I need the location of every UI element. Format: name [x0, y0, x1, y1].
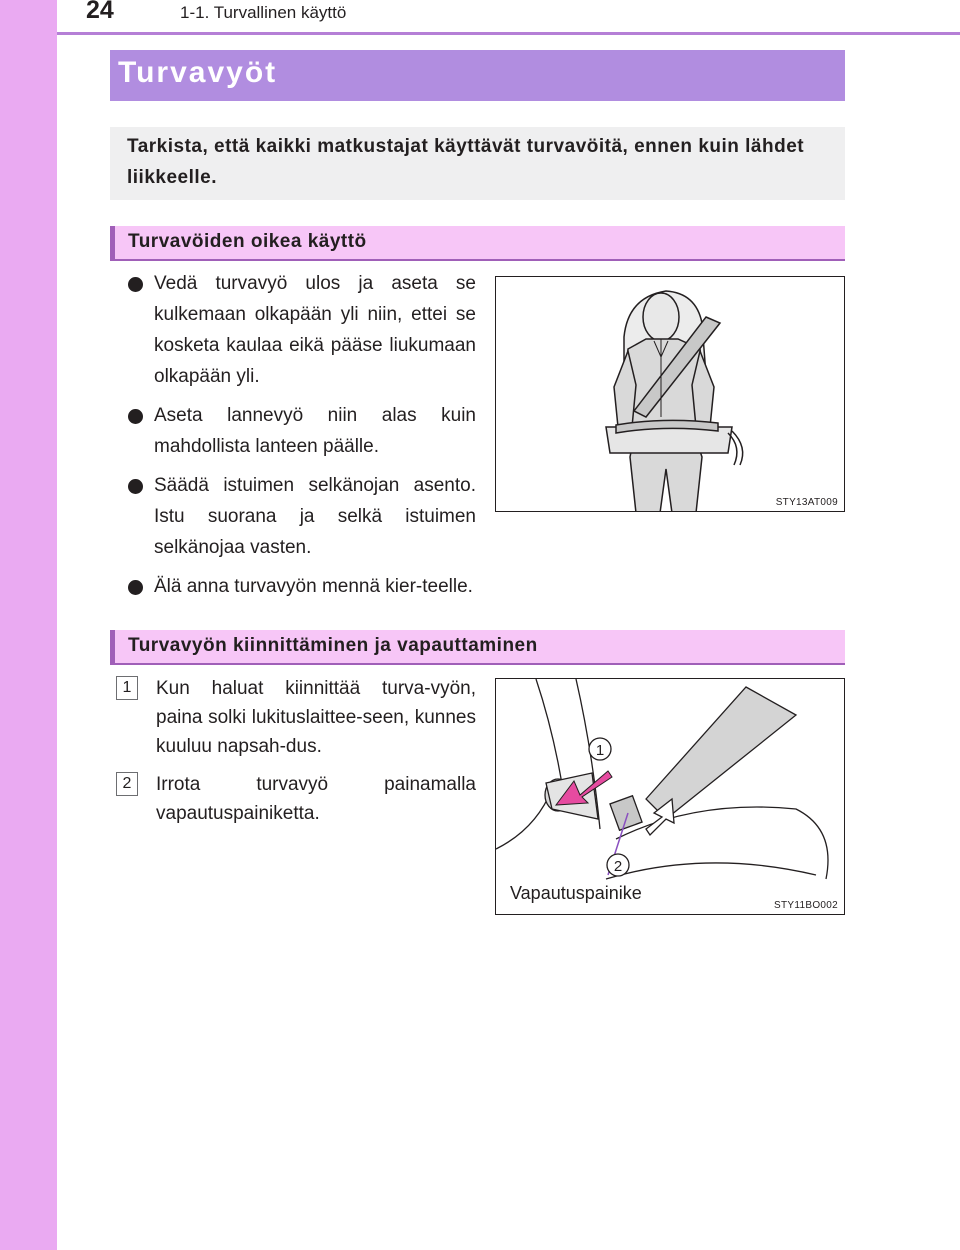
step-text: Kun haluat kiinnittää turva-vyön, paina solki lukituslaittee-seen, kunnes kuuluu napsah-dus. [156, 678, 476, 757]
list-item-text: Vedä turvavyö ulos ja aseta se kulkemaan olkapään yli niin, ettei se kosketa kaulaa eikä pääse liukumaan olkapään yli. [154, 273, 476, 387]
callout-2: 2 [613, 858, 623, 875]
seated-person-illustration [495, 276, 845, 512]
section-heading-text: Turvavyön kiinnittäminen ja vapauttaminen [128, 635, 538, 656]
figure-label: Vapautuspainike [510, 883, 642, 903]
buckle-drawing [496, 679, 845, 915]
section-heading-correct-use [110, 226, 845, 261]
list-item [126, 268, 476, 392]
section-heading-fasten-release [110, 630, 845, 665]
seated-person-drawing [496, 277, 845, 512]
step-list [116, 674, 476, 837]
page-number: 24 [86, 0, 114, 24]
bullet-icon [128, 409, 143, 424]
step-item [116, 770, 476, 828]
intro-text: Tarkista, että kaikki matkustajat käyttävät turvavöitä, ennen kuin lähdet liikkeelle. [127, 136, 805, 188]
buckle-illustration [495, 678, 845, 915]
list-item [126, 400, 476, 462]
list-item [126, 571, 476, 602]
title-bar [110, 50, 845, 101]
header-rule [57, 32, 960, 35]
list-item-text: Aseta lannevyö niin alas kuin mahdollista lanteen päälle. [154, 405, 476, 457]
bullet-icon [128, 277, 143, 292]
section-heading-text: Turvavöiden oikea käyttö [128, 231, 367, 252]
list-item-text: Älä anna turvavyön mennä kier-teelle. [154, 576, 473, 597]
step-item [116, 674, 476, 761]
callout-1: 1 [595, 742, 605, 759]
figure-code: STY13AT009 [775, 497, 838, 508]
list-item-text: Säädä istuimen selkänojan asento. Istu suorana ja selkä istuimen selkänojaa vasten. [154, 475, 476, 558]
bullet-icon [128, 580, 143, 595]
bullet-icon [128, 479, 143, 494]
step-number: 1 [116, 676, 138, 700]
step-text: Irrota turvavyö painamalla vapautuspainiketta. [156, 774, 476, 824]
page-title: Turvavyöt [118, 56, 278, 89]
side-strip [0, 0, 57, 1250]
figure-code: STY11BO002 [774, 900, 838, 911]
running-head: 1-1. Turvallinen käyttö [180, 3, 347, 22]
intro-box [110, 127, 845, 200]
step-number: 2 [116, 772, 138, 796]
bullet-list [126, 268, 476, 610]
list-item [126, 470, 476, 563]
